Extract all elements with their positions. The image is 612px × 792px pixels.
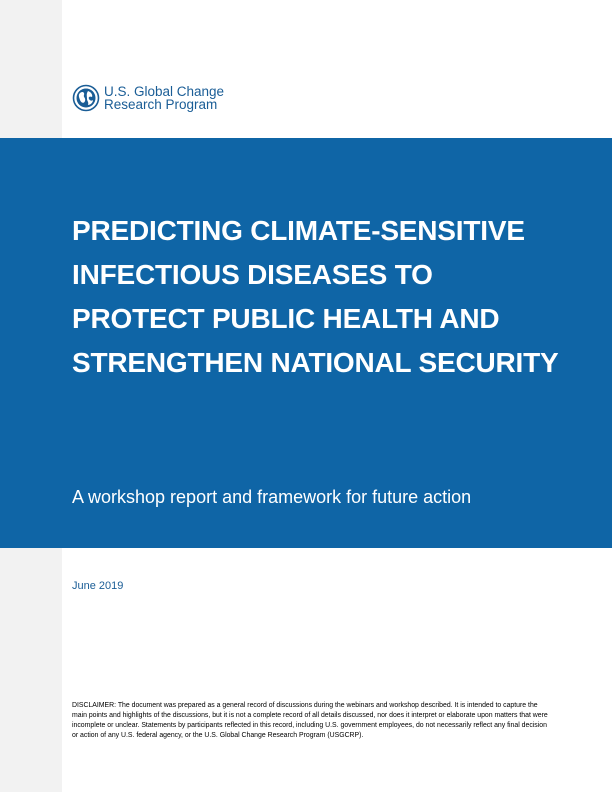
disclaimer-text: DISCLAIMER: The document was prepared as a general record of discussions during the webinars and workshop described. It is intended to capture the main points and highlights of the discussions, but it is not a complete record of all details discussed, nor does it interpret or elaborate upon matters that were incomplete or unclear. Statements by participants reflected in this record, including U.S. government employees, do not necessarily reflect any final decision or action of any U.S. federal agency, or the U.S. Global Change Research Program (USGCRP). [72, 702, 548, 739]
publication-date: June 2019 [72, 580, 124, 592]
logo-wordmark [104, 85, 224, 111]
globe-icon [72, 84, 100, 112]
logo-line-2: Research Program [104, 97, 218, 112]
logo-line-1: U.S. Global Change [104, 84, 225, 99]
report-title: PREDICTING CLIMATE-SENSITIVE INFECTIOUS DISEASES TO PROTECT PUBLIC HEALTH AND STRENGTHEN NATIONAL SECURITY [72, 215, 559, 378]
report-subtitle: A workshop report and framework for future action [72, 487, 472, 507]
usgcrp-logo [72, 84, 224, 112]
